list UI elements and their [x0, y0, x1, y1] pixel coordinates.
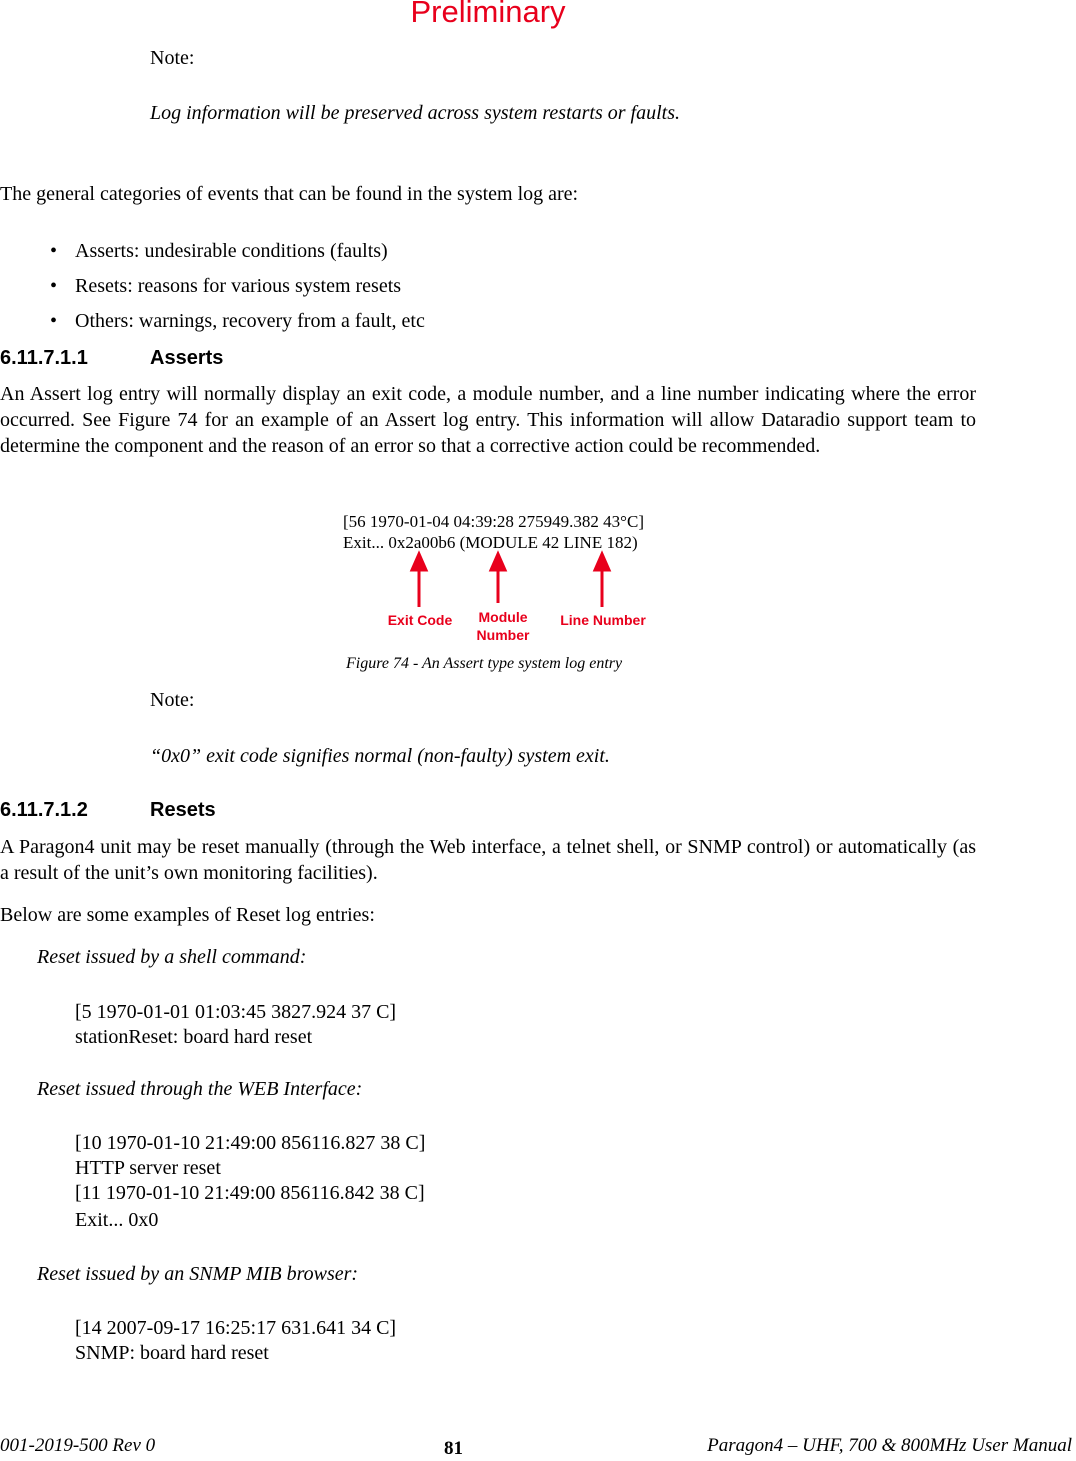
log-line: [11 1970-01-10 21:49:00 856116.842 38 C] [75, 1182, 425, 1204]
footer-doc-id: 001-2019-500 Rev 0 [0, 1435, 156, 1456]
note-label: Note: [150, 47, 195, 69]
log-line: [10 1970-01-10 21:49:00 856116.827 38 C] [75, 1132, 426, 1154]
note-text: Log information will be preserved across system restarts or faults. [150, 102, 680, 124]
bullet-icon: • [50, 240, 58, 262]
log-line: stationReset: board hard reset [75, 1026, 313, 1048]
section-title-asserts: Asserts [150, 347, 224, 369]
example-title: Reset issued by a shell command: [37, 946, 307, 968]
asserts-paragraph: An Assert log entry will normally display an exit code, a module number, and a line number indicating where the error occurred. See Figure 74 for an example of an Assert log entry. This information will allow Dataradio support team to determine the component and the reason of an error so that a corrective action could be recommended. [0, 383, 976, 457]
resets-paragraph: A Paragon4 unit may be reset manually (through the Web interface, a telnet shell, or SNMP control) or automatically (as a result of the unit’s own monitoring facilities). [0, 836, 976, 884]
example-title: Reset issued by an SNMP MIB browser: [37, 1263, 359, 1285]
list-item: Resets: reasons for various system resets [75, 275, 402, 297]
callout-arrows [0, 0, 1076, 700]
callout-module-line-2: Number [476, 627, 530, 643]
log-line: [5 1970-01-01 01:03:45 3827.924 37 C] [75, 1001, 397, 1023]
line-number-arrowhead [595, 554, 609, 570]
preliminary-watermark: Preliminary [410, 0, 566, 29]
bullet-icon: • [50, 310, 58, 332]
list-item: Others: warnings, recovery from a fault, etc [75, 310, 425, 332]
note-label: Note: [150, 689, 195, 711]
list-item: Asserts: undesirable conditions (faults) [75, 240, 388, 262]
callout-line-number: Line Number [560, 612, 646, 628]
section-number-resets: 6.11.7.1.2 [0, 799, 88, 821]
example-title: Reset issued through the WEB Interface: [37, 1078, 363, 1100]
module-number-arrowhead [491, 554, 505, 570]
section-title-resets: Resets [150, 799, 216, 821]
log-line: HTTP server reset [75, 1157, 221, 1179]
callout-module-line-1: Module [478, 609, 528, 625]
footer-page-number: 81 [444, 1438, 463, 1459]
reset-examples-intro: Below are some examples of Reset log entries: [0, 904, 375, 926]
log-line: [14 2007-09-17 16:25:17 631.641 34 C] [75, 1317, 397, 1339]
bullet-icon: • [50, 275, 58, 297]
footer-manual-title: Paragon4 – UHF, 700 & 800MHz User Manual [707, 1435, 1072, 1456]
exit-code-arrowhead [412, 554, 426, 570]
figure-caption: Figure 74 - An Assert type system log entry [346, 655, 623, 672]
intro-paragraph: The general categories of events that can be found in the system log are: [0, 183, 579, 205]
callout-exit-code: Exit Code [387, 612, 453, 628]
section-number-asserts: 6.11.7.1.1 [0, 347, 88, 369]
note-text: “0x0” exit code signifies normal (non-faulty) system exit. [150, 745, 610, 767]
log-line: Exit... 0x0 [75, 1209, 159, 1231]
figure-log-line-1: [56 1970-01-04 04:39:28 275949.382 43°C] [343, 512, 644, 531]
figure-log-line-2: Exit... 0x2a00b6 (MODULE 42 LINE 182) [343, 533, 638, 552]
log-line: SNMP: board hard reset [75, 1342, 269, 1364]
